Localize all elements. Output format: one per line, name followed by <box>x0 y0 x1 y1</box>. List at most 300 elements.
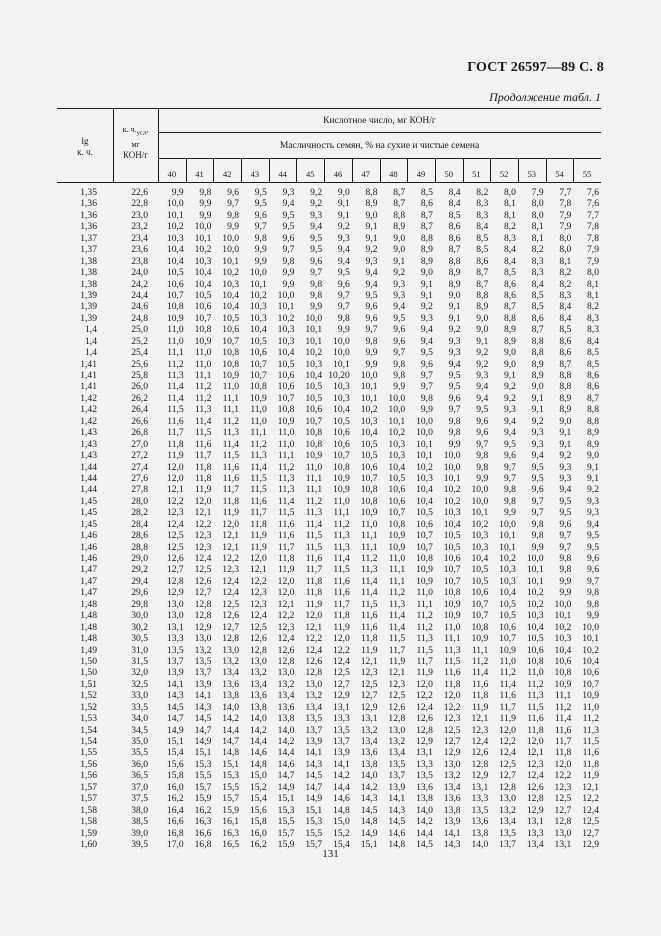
cell-acid-value: 9,8 <box>531 518 544 530</box>
cell-acid-value: 8,9 <box>587 427 599 439</box>
cell-acid-value: 9,9 <box>503 507 516 519</box>
cell-acid-value: 10,9 <box>277 415 295 427</box>
cell-acid-value: 11,6 <box>194 438 212 450</box>
cell-acid-value: 12,0 <box>526 736 544 747</box>
cell-lg: 1,57 <box>80 793 97 805</box>
cell-acid-value: 14,9 <box>194 736 212 747</box>
cell-acid-value: 8,5 <box>587 358 599 370</box>
cell-acid-value: 14,3 <box>360 793 378 805</box>
cell-acid-value: 9,1 <box>531 392 544 404</box>
cell-acid-value: 10,0 <box>222 244 240 256</box>
cell-acid-value: 10,4 <box>166 244 184 256</box>
cell-acid-value: 10,2 <box>194 244 212 256</box>
cell-acid-value: 10,1 <box>443 472 461 484</box>
cell-acid-value: 9,1 <box>393 255 406 267</box>
cell-acid-value: 9,2 <box>337 221 350 233</box>
cell-acid-value: 15,2 <box>249 781 267 793</box>
cell-acid-value: 10,6 <box>277 370 295 381</box>
cell-acid-value: 11,0 <box>582 701 599 713</box>
cell-acid-value: 10,8 <box>443 587 461 599</box>
cell-acid-value: 10,6 <box>471 587 489 599</box>
cell-acid-value: 10,7 <box>249 358 267 370</box>
cell-acid-value: 15,4 <box>166 747 184 759</box>
table-row <box>57 587 601 598</box>
cell-acid-value: 10,5 <box>222 312 240 324</box>
cell-acid-value: 10,6 <box>277 381 295 393</box>
cell-lg: 1,60 <box>80 838 97 850</box>
cell-acid-value: 8,5 <box>476 244 489 256</box>
cell-acid-value: 8,4 <box>559 301 572 313</box>
cell-acid-value: 9,0 <box>393 244 406 256</box>
cell-lg: 1,57 <box>80 781 97 793</box>
cell-acid-value: 13,3 <box>166 633 184 645</box>
cell-acid-value: 10,5 <box>277 358 295 370</box>
cell-acid-value: 8,1 <box>503 209 516 221</box>
cell-acid-value: 12,9 <box>526 804 544 816</box>
cell-acid-value: 9,7 <box>531 507 544 519</box>
cell-acid-value: 14,3 <box>166 690 184 702</box>
cell-acid-value: 11,4 <box>361 587 378 599</box>
cell-acid-value: 16,8 <box>166 827 184 839</box>
cell-acid-value: 9,7 <box>448 404 461 416</box>
cell-acid-value: 13,3 <box>416 758 433 770</box>
cell-kch: 39,0 <box>131 827 148 839</box>
table-row <box>57 599 601 610</box>
cell-acid-value: 9,6 <box>559 518 572 530</box>
cell-acid-value: 10,6 <box>333 427 350 439</box>
cell-kch: 25,4 <box>131 347 148 359</box>
cell-acid-value: 12,6 <box>249 633 267 645</box>
cell-acid-value: 12,4 <box>194 553 212 564</box>
cell-acid-value: 13,7 <box>305 724 323 736</box>
cell-acid-value: 10,6 <box>499 621 516 633</box>
cell-acid-value: 14,7 <box>222 736 240 747</box>
cell-acid-value: 11,1 <box>222 404 240 416</box>
cell-acid-value: 9,7 <box>393 347 406 359</box>
cell-acid-value: 9,9 <box>393 381 406 393</box>
cell-acid-value: 9,8 <box>448 427 461 439</box>
cell-acid-value: 11,5 <box>527 701 544 713</box>
cell-kch: 29,2 <box>131 564 148 576</box>
cell-kch: 28,2 <box>131 507 148 519</box>
table-row <box>57 713 601 724</box>
cell-acid-value: 11,5 <box>305 541 323 553</box>
table-row <box>57 313 601 324</box>
cell-acid-value: 10,0 <box>443 461 461 473</box>
cell-acid-value: 9,7 <box>559 530 572 542</box>
cell-acid-value: 8,8 <box>559 370 572 381</box>
cell-acid-value: 9,0 <box>531 381 544 393</box>
cell-lg: 1,44 <box>80 461 97 473</box>
cell-acid-value: 10,4 <box>277 347 295 359</box>
cell-lg: 1,43 <box>80 450 97 462</box>
oil-col-header: 46 <box>333 169 343 179</box>
cell-acid-value: 12,3 <box>526 758 544 770</box>
cell-lg: 1,42 <box>80 415 97 427</box>
cell-acid-value: 12,3 <box>194 530 212 542</box>
cell-acid-value: 10,5 <box>360 450 378 462</box>
cell-acid-value: 11,3 <box>278 472 295 484</box>
cell-acid-value: 11,6 <box>527 713 544 725</box>
cell-acid-value: 8,9 <box>420 244 433 256</box>
cell-acid-value: 8,3 <box>476 209 489 221</box>
oil-col-header: 45 <box>306 169 315 179</box>
cell-acid-value: 11,0 <box>250 415 267 427</box>
cell-acid-value: 10,6 <box>554 655 572 667</box>
cell-acid-value: 13,1 <box>360 713 378 725</box>
cell-acid-value: 11,4 <box>222 438 240 450</box>
cell-acid-value: 9,2 <box>587 484 599 496</box>
cell-acid-value: 9,7 <box>503 461 516 473</box>
cell-acid-value: 11,0 <box>305 461 323 473</box>
cell-acid-value: 11,8 <box>222 495 240 507</box>
cell-acid-value: 8,6 <box>559 347 572 359</box>
cell-lg: 1,44 <box>80 472 97 484</box>
cell-acid-value: 15,7 <box>194 781 212 793</box>
cell-acid-value: 8,5 <box>503 267 516 279</box>
cell-acid-value: 9,6 <box>531 484 544 496</box>
cell-acid-value: 9,5 <box>254 198 267 210</box>
cell-acid-value: 10,20 <box>328 370 350 381</box>
cell-acid-value: 10,8 <box>194 324 212 336</box>
cell-lg: 1,38 <box>80 255 97 267</box>
cell-lg: 1,4 <box>85 335 97 347</box>
cell-acid-value: 12,5 <box>443 724 461 736</box>
cell-acid-value: 11,4 <box>305 518 323 530</box>
cell-acid-value: 9,7 <box>559 541 572 553</box>
cell-acid-value: 8,8 <box>587 415 599 427</box>
cell-acid-value: 11,9 <box>361 644 378 656</box>
cell-acid-value: 10,4 <box>194 267 212 279</box>
cell-acid-value: 8,1 <box>587 289 599 301</box>
cell-kch: 24,2 <box>131 278 148 290</box>
cell-acid-value: 13,6 <box>443 793 461 805</box>
cell-acid-value: 12,5 <box>166 530 184 542</box>
cell-acid-value: 9,8 <box>393 358 406 370</box>
cell-acid-value: 11,4 <box>361 575 378 587</box>
cell-acid-value: 11,1 <box>361 541 378 553</box>
cell-acid-value: 7,8 <box>587 232 599 244</box>
cell-acid-value: 10,5 <box>499 598 516 610</box>
cell-acid-value: 8,7 <box>476 267 489 279</box>
cell-acid-value: 13,0 <box>554 827 572 839</box>
cell-acid-value: 11,1 <box>305 484 323 496</box>
cell-acid-value: 11,2 <box>361 553 378 564</box>
table-row <box>57 187 601 198</box>
cell-lg: 1,43 <box>80 427 97 439</box>
cell-acid-value: 8,5 <box>531 289 544 301</box>
cell-acid-value: 9,4 <box>531 450 544 462</box>
cell-acid-value: 9,1 <box>531 404 544 416</box>
page-number: 131 <box>322 848 339 860</box>
cell-acid-value: 10,3 <box>333 381 350 393</box>
cell-acid-value: 11,6 <box>167 415 184 427</box>
table-row <box>57 793 601 804</box>
cell-acid-value: 9,7 <box>420 381 433 393</box>
cell-acid-value: 11,2 <box>416 610 433 622</box>
cell-acid-value: 13,2 <box>499 804 516 816</box>
cell-acid-value: 10,7 <box>582 678 599 690</box>
cell-acid-value: 14,8 <box>388 838 406 850</box>
cell-acid-value: 9,0 <box>559 415 572 427</box>
cell-acid-value: 12,2 <box>277 610 295 622</box>
cell-acid-value: 11,1 <box>278 450 295 462</box>
cell-acid-value: 11,5 <box>305 530 323 542</box>
cell-acid-value: 10,2 <box>249 289 267 301</box>
table-row <box>57 324 601 335</box>
cell-lg: 1,59 <box>80 827 97 839</box>
cell-kch: 26,6 <box>131 415 148 427</box>
cell-acid-value: 9,1 <box>587 461 599 473</box>
cell-kch: 25,8 <box>131 370 148 381</box>
cell-acid-value: 11,5 <box>333 564 350 576</box>
cell-acid-value: 10,2 <box>526 598 544 610</box>
cell-acid-value: 9,1 <box>476 335 489 347</box>
cell-acid-value: 11,0 <box>444 621 461 633</box>
cell-acid-value: 10,9 <box>333 484 350 496</box>
cell-acid-value: 10,5 <box>166 267 184 279</box>
cell-acid-value: 12,8 <box>526 793 544 805</box>
cell-acid-value: 12,4 <box>499 747 516 759</box>
cell-acid-value: 12,6 <box>166 553 184 564</box>
cell-acid-value: 14,7 <box>305 781 323 793</box>
cell-acid-value: 10,4 <box>443 518 461 530</box>
cell-acid-value: 13,4 <box>526 838 544 850</box>
cell-acid-value: 13,0 <box>166 610 184 622</box>
table-row <box>57 805 601 816</box>
cell-kch: 29,0 <box>131 553 148 564</box>
cell-acid-value: 11,2 <box>305 495 323 507</box>
cell-acid-value: 10,7 <box>471 610 489 622</box>
cell-acid-value: 10,3 <box>166 232 184 244</box>
cell-acid-value: 12,2 <box>499 736 516 747</box>
cell-acid-value: 9,9 <box>199 198 212 210</box>
cell-acid-value: 14,0 <box>277 724 295 736</box>
cell-acid-value: 10,7 <box>222 335 240 347</box>
cell-acid-value: 12,3 <box>388 678 406 690</box>
cell-acid-value: 8,9 <box>448 267 461 279</box>
cell-acid-value: 12,3 <box>222 564 240 576</box>
cell-kch: 35,5 <box>131 747 148 759</box>
cell-acid-value: 10,6 <box>222 324 240 336</box>
cell-acid-value: 12,4 <box>582 804 599 816</box>
cell-acid-value: 11,2 <box>278 461 295 473</box>
cell-acid-value: 10,1 <box>360 381 378 393</box>
cell-acid-value: 10,1 <box>333 358 350 370</box>
cell-acid-value: 8,9 <box>559 404 572 416</box>
cell-acid-value: 9,9 <box>559 575 572 587</box>
cell-acid-value: 9,6 <box>476 415 489 427</box>
cell-acid-value: 12,2 <box>249 575 267 587</box>
cell-acid-value: 12,8 <box>471 758 489 770</box>
cell-acid-value: 11,9 <box>471 701 489 713</box>
cell-acid-value: 11,8 <box>333 610 350 622</box>
cell-acid-value: 10,1 <box>416 438 433 450</box>
cell-acid-value: 10,8 <box>526 655 544 667</box>
cell-acid-value: 8,9 <box>559 392 572 404</box>
cell-acid-value: 11,4 <box>278 495 295 507</box>
cell-acid-value: 12,8 <box>388 713 406 725</box>
cell-acid-value: 10,1 <box>471 507 489 519</box>
cell-acid-value: 9,9 <box>531 541 544 553</box>
cell-acid-value: 10,8 <box>305 427 323 439</box>
table-row <box>57 576 601 587</box>
cell-acid-value: 9,6 <box>365 312 378 324</box>
cell-acid-value: 13,4 <box>277 690 295 702</box>
cell-acid-value: 9,3 <box>448 335 461 347</box>
cell-acid-value: 10,1 <box>249 278 267 290</box>
cell-acid-value: 14,2 <box>222 713 240 725</box>
cell-acid-value: 8,2 <box>503 221 516 233</box>
cell-acid-value: 10,9 <box>305 450 323 462</box>
cell-acid-value: 8,9 <box>503 324 516 336</box>
cell-acid-value: 8,9 <box>393 221 406 233</box>
cell-acid-value: 9,5 <box>310 244 323 256</box>
cell-acid-value: 12,6 <box>471 747 489 759</box>
cell-acid-value: 15,1 <box>305 804 323 816</box>
cell-acid-value: 15,1 <box>194 747 212 759</box>
cell-acid-value: 12,6 <box>222 610 240 622</box>
cell-acid-value: 9,8 <box>476 450 489 462</box>
cell-kch: 29,6 <box>131 587 148 599</box>
oil-col-header: 50 <box>444 169 453 179</box>
table-row <box>57 507 601 518</box>
cell-kch: 38,5 <box>131 816 148 828</box>
cell-kch: 22,8 <box>131 198 148 210</box>
cell-lg: 1,37 <box>80 244 97 256</box>
cell-acid-value: 9,5 <box>559 507 572 519</box>
cell-acid-value: 14,3 <box>443 838 461 850</box>
cell-acid-value: 10,7 <box>416 530 433 542</box>
cell-lg: 1,44 <box>80 484 97 496</box>
cell-acid-value: 11,0 <box>278 427 295 439</box>
cell-acid-value: 14,5 <box>305 770 323 782</box>
cell-acid-value: 9,4 <box>337 255 350 267</box>
cell-acid-value: 12,2 <box>166 495 184 507</box>
cell-lg: 1,41 <box>80 358 97 370</box>
cell-acid-value: 10,0 <box>166 198 184 210</box>
cell-acid-value: 11,8 <box>444 678 461 690</box>
cell-acid-value: 13,9 <box>305 736 323 747</box>
cell-acid-value: 14,8 <box>222 747 240 759</box>
cell-acid-value: 8,6 <box>503 278 516 290</box>
cell-acid-value: 9,5 <box>282 221 295 233</box>
cell-acid-value: 12,2 <box>443 701 461 713</box>
cell-acid-value: 11,2 <box>222 415 240 427</box>
cell-acid-value: 12,3 <box>277 621 295 633</box>
table-row <box>57 439 601 450</box>
cell-acid-value: 9,4 <box>310 221 323 233</box>
cell-acid-value: 14,3 <box>305 758 323 770</box>
oil-col-header: 44 <box>278 169 287 179</box>
cell-acid-value: 13,5 <box>333 724 350 736</box>
cell-kch: 23,2 <box>131 221 148 233</box>
cell-acid-value: 7,7 <box>559 187 572 198</box>
cell-acid-value: 10,2 <box>305 347 323 359</box>
cell-lg: 1,53 <box>80 713 97 725</box>
cell-acid-value: 11,1 <box>388 564 406 576</box>
cell-acid-value: 8,7 <box>503 301 516 313</box>
cell-acid-value: 11,8 <box>194 461 212 473</box>
cell-lg: 1,48 <box>80 621 97 633</box>
table-row <box>57 519 601 530</box>
cell-acid-value: 10,4 <box>360 427 378 439</box>
cell-acid-value: 12,4 <box>277 633 295 645</box>
cell-acid-value: 11,3 <box>361 564 378 576</box>
cell-lg: 1,38 <box>80 267 97 279</box>
cell-acid-value: 11,2 <box>416 621 433 633</box>
cell-acid-value: 10,5 <box>416 507 433 519</box>
cell-acid-value: 9,9 <box>337 324 350 336</box>
cell-acid-value: 9,3 <box>393 289 406 301</box>
table-row <box>57 427 601 438</box>
cell-acid-value: 9,2 <box>531 415 544 427</box>
cell-acid-value: 9,8 <box>199 187 212 198</box>
cell-acid-value: 9,9 <box>587 610 599 622</box>
cell-acid-value: 9,3 <box>282 187 295 198</box>
cell-acid-value: 16,8 <box>194 838 212 850</box>
cell-kch: 27,4 <box>131 461 148 473</box>
cell-acid-value: 9,6 <box>448 392 461 404</box>
cell-acid-value: 12,1 <box>277 598 295 610</box>
cell-acid-value: 13,6 <box>416 781 433 793</box>
cell-acid-value: 11,2 <box>250 438 267 450</box>
cell-acid-value: 15,8 <box>166 770 184 782</box>
oil-col-header: 43 <box>250 169 260 179</box>
cell-kch: 32,0 <box>131 667 148 679</box>
cell-acid-value: 9,6 <box>337 278 350 290</box>
cell-acid-value: 8,7 <box>448 244 461 256</box>
cell-acid-value: 10,6 <box>166 278 184 290</box>
cell-acid-value: 10,5 <box>249 335 267 347</box>
cell-kch: 28,0 <box>131 495 148 507</box>
cell-acid-value: 10,4 <box>166 255 184 267</box>
cell-acid-value: 10,9 <box>554 678 572 690</box>
cell-acid-value: 10,3 <box>222 278 240 290</box>
cell-acid-value: 13,7 <box>499 838 516 850</box>
cell-acid-value: 8,8 <box>531 347 544 359</box>
cell-acid-value: 15,7 <box>277 827 295 839</box>
cell-acid-value: 10,4 <box>222 289 240 301</box>
cell-acid-value: 14,4 <box>416 827 433 839</box>
cell-acid-value: 12,4 <box>222 575 240 587</box>
cell-acid-value: 8,7 <box>393 198 406 210</box>
cell-acid-value: 14,4 <box>222 724 240 736</box>
oil-col-header: 42 <box>222 169 232 179</box>
cell-acid-value: 15,6 <box>166 758 184 770</box>
cell-acid-value: 12,1 <box>249 564 267 576</box>
cell-kch: 31,0 <box>131 644 148 656</box>
cell-acid-value: 9,8 <box>559 553 572 564</box>
cell-lg: 1,56 <box>80 758 97 770</box>
cell-acid-value: 12,9 <box>443 747 461 759</box>
cell-acid-value: 14,9 <box>305 793 323 805</box>
table-row <box>57 381 601 392</box>
cell-acid-value: 12,3 <box>166 507 184 519</box>
cell-acid-value: 8,6 <box>476 255 489 267</box>
table-row <box>57 725 601 736</box>
cell-acid-value: 9,5 <box>448 381 461 393</box>
cell-lg: 1,48 <box>80 598 97 610</box>
cell-acid-value: 10,1 <box>582 633 599 645</box>
table-row <box>57 462 601 473</box>
cell-lg: 1,42 <box>80 404 97 416</box>
cell-acid-value: 11,7 <box>388 644 406 656</box>
cell-acid-value: 12,7 <box>582 827 599 839</box>
cell-acid-value: 13,3 <box>526 827 544 839</box>
cell-acid-value: 11,2 <box>194 381 212 393</box>
cell-acid-value: 11,4 <box>499 678 516 690</box>
